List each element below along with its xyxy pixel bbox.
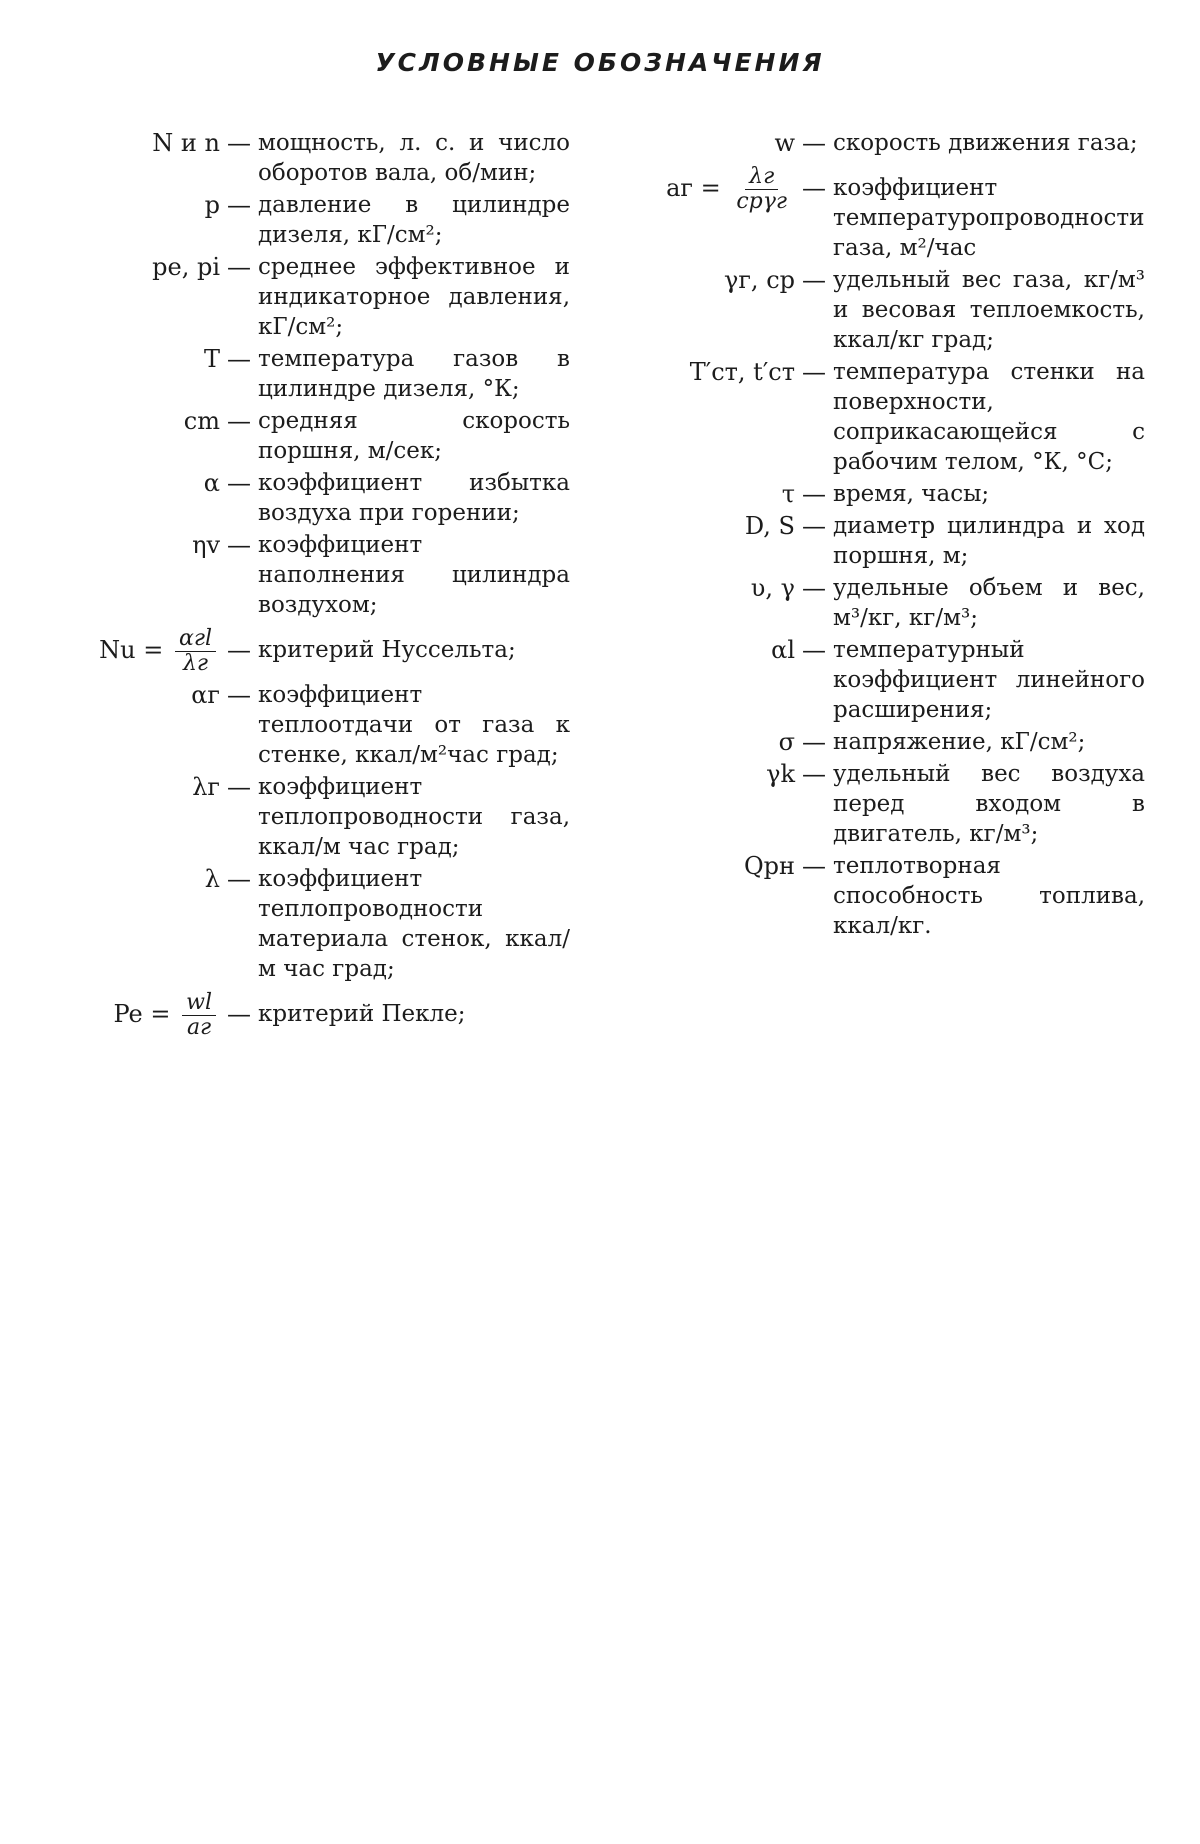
definition: время, часы; xyxy=(833,481,990,507)
definition: удельный вес газа, кг/м³ и весовая теплоемкость, ккал/кг град; xyxy=(833,267,1145,353)
definition: критерий Пекле; xyxy=(258,1001,466,1027)
symbol: T xyxy=(203,345,220,373)
dash: — xyxy=(227,191,251,219)
definition: температурный коэффициент линейного расширения; xyxy=(833,637,1145,723)
definition: коэффициент наполнения цилиндра воздухом; xyxy=(258,532,570,618)
symbol: α xyxy=(203,469,220,497)
numerator: αгl xyxy=(175,627,216,652)
definition: коэффициент температуропроводности газа, м²/час xyxy=(833,175,1145,261)
definition: коэффициент теплопроводности газа, ккал/м час град; xyxy=(258,774,570,860)
definition: давление в цилиндре дизеля, кГ/см²; xyxy=(258,192,570,248)
symbol: ηv xyxy=(192,531,220,559)
denominator: aг xyxy=(186,1015,212,1040)
formula-symbol xyxy=(30,986,220,1042)
symbol-entry xyxy=(600,759,1145,849)
denominator: λг xyxy=(182,651,209,676)
dash: — xyxy=(802,266,826,294)
symbol: αl xyxy=(771,636,795,664)
symbol-entry xyxy=(30,864,570,984)
fraction xyxy=(182,991,216,1040)
symbol-entry xyxy=(600,265,1145,355)
dash: — xyxy=(802,852,826,880)
symbol-entry xyxy=(600,635,1145,725)
formula-prefix: Pe = xyxy=(113,1000,171,1028)
dash: — xyxy=(227,773,251,801)
definition: критерий Нуссельта; xyxy=(258,637,516,663)
fraction xyxy=(732,165,791,214)
definition: температура стенки на поверхности, соприкасающейся с рабочим телом, °К, °С; xyxy=(833,359,1145,475)
definition: диаметр цилиндра и ход поршня, м; xyxy=(833,513,1145,569)
symbol-entry xyxy=(30,680,570,770)
dash: — xyxy=(227,469,251,497)
symbol-entry xyxy=(30,772,570,862)
left-column xyxy=(30,128,570,1044)
symbol: p xyxy=(204,191,220,219)
symbol-entry xyxy=(30,252,570,342)
symbol: τ xyxy=(781,480,795,508)
symbol-entry xyxy=(600,128,1145,158)
dash: — xyxy=(802,174,826,202)
definition: мощность, л. с. и число оборотов вала, об/мин; xyxy=(258,130,570,186)
symbol-entry xyxy=(600,573,1145,633)
dash: — xyxy=(227,1000,251,1028)
symbol-entry xyxy=(600,479,1145,509)
symbol: N и n xyxy=(152,129,220,157)
formula-entry xyxy=(600,160,1145,263)
symbol-entry xyxy=(600,727,1145,757)
symbol: w xyxy=(774,129,795,157)
formula-prefix: aг = xyxy=(666,174,721,202)
definition: коэффициент теплопроводности материала стенок, ккал/м час град; xyxy=(258,866,570,982)
fraction xyxy=(175,627,216,676)
symbol: γk xyxy=(766,760,795,788)
symbol-entry xyxy=(30,190,570,250)
symbol: Qрн xyxy=(743,852,795,880)
numerator: λг xyxy=(745,165,778,190)
symbol: αг xyxy=(191,681,220,709)
denominator: cpγг xyxy=(736,189,787,214)
page-title: УСЛОВНЫЕ ОБОЗНАЧЕНИЯ xyxy=(375,48,825,77)
definition: удельный вес воздуха перед входом в двигатель, кг/м³; xyxy=(833,761,1145,847)
symbol-entry xyxy=(600,511,1145,571)
definition: температура газов в цилиндре дизеля, °К; xyxy=(258,346,570,402)
dash: — xyxy=(802,512,826,540)
dash: — xyxy=(802,129,826,157)
symbol-entry xyxy=(30,344,570,404)
definition: удельные объем и вес, м³/кг, кг/м³; xyxy=(833,575,1145,631)
dash: — xyxy=(227,531,251,559)
right-column xyxy=(600,128,1145,943)
dash: — xyxy=(802,636,826,664)
symbol: υ, γ xyxy=(750,574,795,602)
symbol-entry xyxy=(30,468,570,528)
symbol: D, S xyxy=(744,512,795,540)
definition: скорость движения газа; xyxy=(833,130,1138,156)
symbol: γг, cp xyxy=(724,266,795,294)
formula-entry xyxy=(30,622,570,678)
formula-entry xyxy=(30,986,570,1042)
symbol-entry xyxy=(30,530,570,620)
definition: коэффициент избытка воздуха при горении; xyxy=(258,470,570,526)
dash: — xyxy=(227,253,251,281)
definition: теплотворная способность топлива, ккал/кг. xyxy=(833,853,1145,939)
symbol: λг xyxy=(192,773,220,801)
dash: — xyxy=(227,681,251,709)
symbol-entry xyxy=(600,357,1145,477)
dash: — xyxy=(802,574,826,602)
formula-symbol xyxy=(600,160,795,216)
dash: — xyxy=(802,480,826,508)
symbol: σ xyxy=(778,728,795,756)
formula-symbol xyxy=(30,622,220,678)
formula-prefix: Nu = xyxy=(99,636,164,664)
symbol: T′ст, t′ст xyxy=(689,358,795,386)
dash: — xyxy=(227,345,251,373)
numerator: wl xyxy=(182,991,216,1016)
symbol: cm xyxy=(183,407,220,435)
dash: — xyxy=(227,129,251,157)
definition: напряжение, кГ/см²; xyxy=(833,729,1086,755)
definition: среднее эффективное и индикаторное давления, кГ/см²; xyxy=(258,254,570,340)
dash: — xyxy=(227,407,251,435)
symbol-entry xyxy=(30,406,570,466)
dash: — xyxy=(802,728,826,756)
symbol-entry xyxy=(30,128,570,188)
dash: — xyxy=(802,760,826,788)
dash: — xyxy=(227,865,251,893)
dash: — xyxy=(802,358,826,386)
symbol: pe, pi xyxy=(152,253,220,281)
dash: — xyxy=(227,636,251,664)
symbol-entry xyxy=(600,851,1145,941)
symbol: λ xyxy=(204,865,220,893)
definition: коэффициент теплоотдачи от газа к стенке, ккал/м²час град; xyxy=(258,682,570,768)
definition: средняя скорость поршня, м/сек; xyxy=(258,408,570,464)
